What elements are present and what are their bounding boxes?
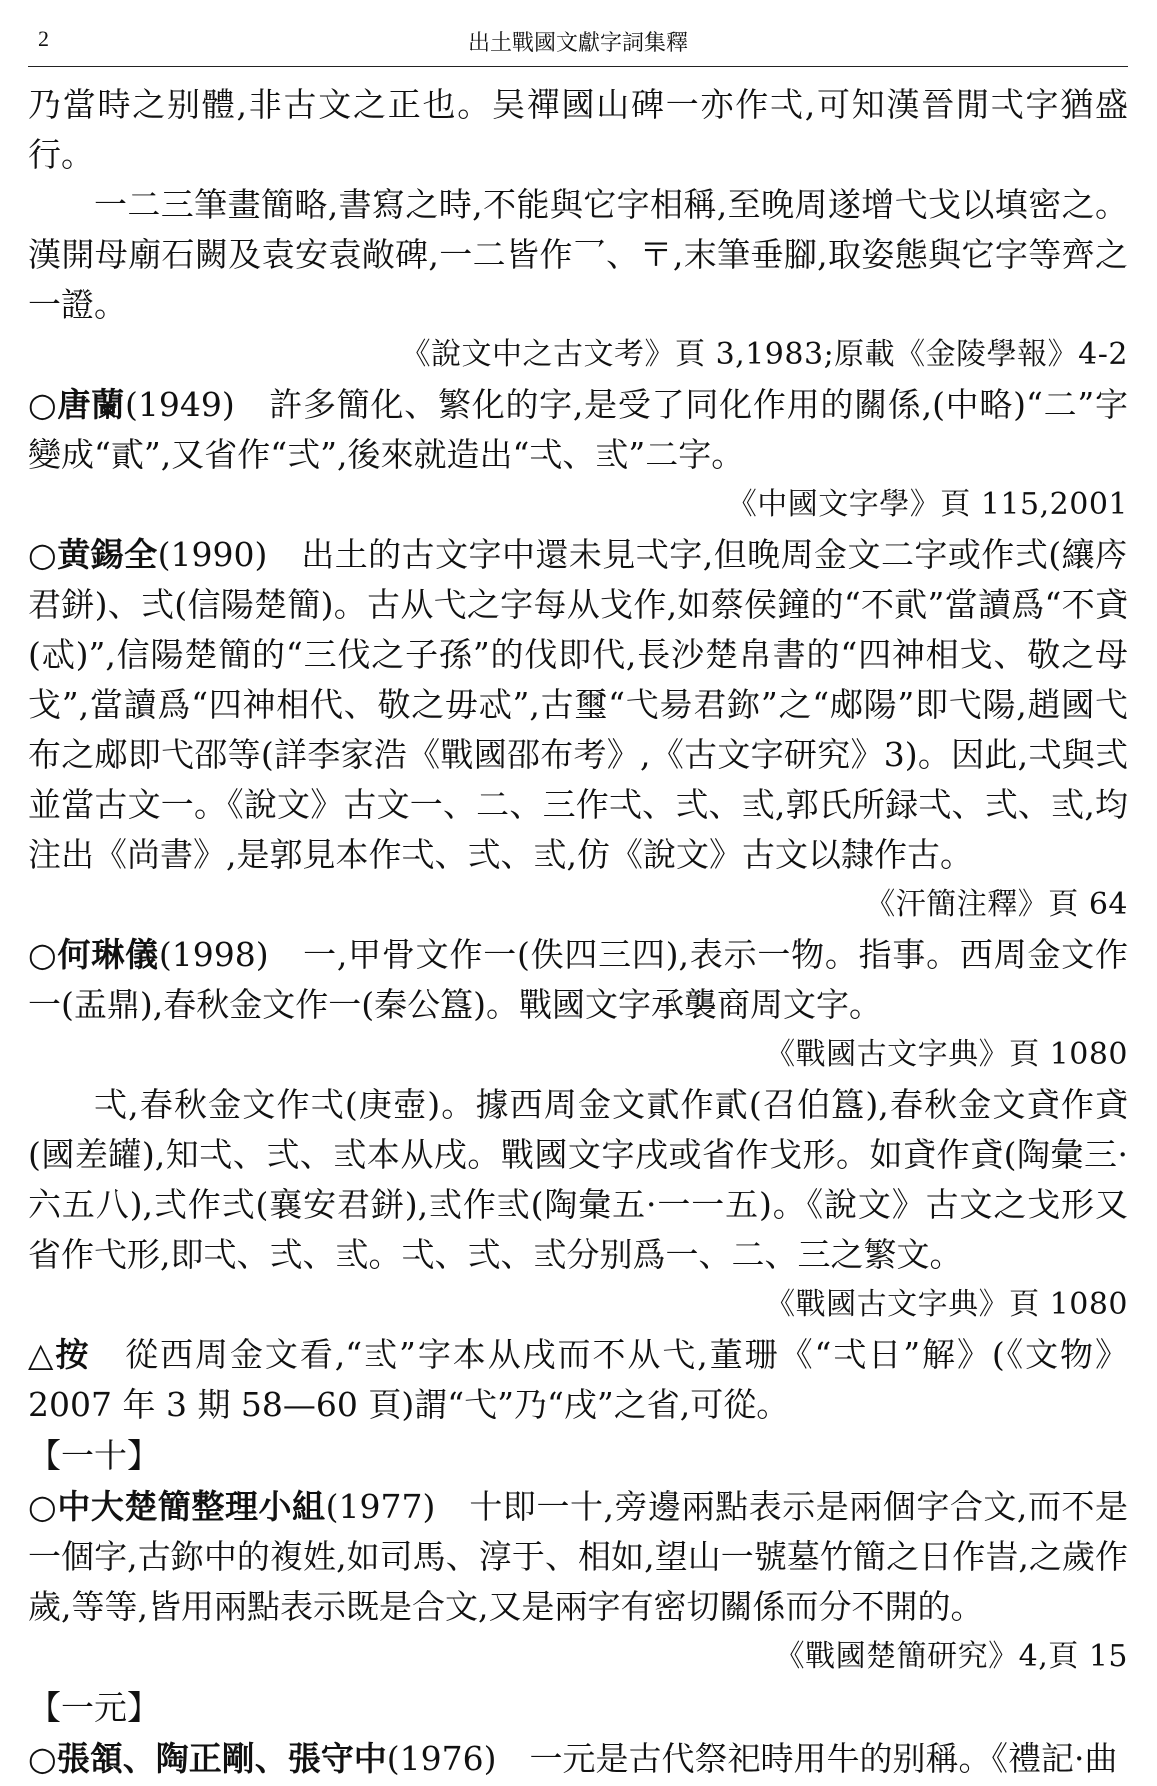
scholar-name: ○何琳儀: [28, 935, 159, 974]
paragraph: 一二三筆畫簡略,書寫之時,不能與它字相稱,至晚周遂增弋戈以填密之。漢開母廟石闕及袁安袁敞碑,一二皆作乛、〒,末筆垂腳,取姿態與它字等齊之一證。: [28, 185, 1128, 324]
entry-he-linyi: [28, 930, 1128, 1030]
note-marker: △按: [28, 1335, 91, 1374]
entry-text: (1976) 一元是古代祭祀時用牛的别稱。《禮記·曲: [386, 1739, 1118, 1778]
section-heading: 【一元】: [28, 1688, 160, 1727]
paragraph: 弌,春秋金文作弌(庚壺)。據西周金文貳作貳(召伯簋),春秋金文貣作貣(國差罐),知弌、弍、弎本从戌。戰國文字戌或省作戈形。如貣作貣(陶彙三·六五八),弍作弍(襄安君鉼),弎作弎(陶彙五·一一五)。《說文》古文之戈形又省作弋形,即弌、弍、弎。弌、弍、弎分别爲一、二、三之繁文。: [28, 1085, 1128, 1274]
scholar-name: ○唐蘭: [28, 385, 126, 424]
entry-text: (1998) 一,甲骨文作一(佚四三四),表示一物。指事。西周金文作一(盂鼎),春秋金文作一(秦公簋)。戰國文字承襲商周文字。: [28, 935, 1128, 1024]
scholar-name: ○中大楚簡整理小組: [28, 1487, 326, 1526]
page-number: 2: [38, 26, 49, 51]
entry-text: 從西周金文看,“弎”字本从戌而不从弋,董珊《“弌日”解》(《文物》2007 年 3 期 58—60 頁)謂“弋”乃“戌”之省,可從。: [28, 1335, 1128, 1424]
citation: 《戰國古文字典》頁 1080: [765, 1287, 1128, 1322]
page-header: [28, 26, 1128, 67]
scholar-name: ○黄錫全: [28, 535, 158, 574]
citation: 《中國文字學》頁 115,2001: [726, 487, 1128, 522]
entry-huang-xiquan: [28, 530, 1128, 880]
entry-tang-lan: [28, 380, 1128, 480]
citation: 《戰國古文字典》頁 1080: [765, 1037, 1128, 1072]
page-content: [28, 80, 1128, 1784]
citation: 《說文中之古文考》頁 3,1983;原載《金陵學報》4-2: [400, 337, 1128, 372]
running-title: 出土戰國文獻字詞集釋: [467, 31, 688, 56]
citation: 《戰國楚簡研究》4,頁 15: [774, 1639, 1128, 1674]
scholar-name: ○張頷、陶正剛、張守中: [28, 1739, 387, 1778]
entry-text: (1949) 許多簡化、繁化的字,是受了同化作用的關係,(中略)“二”字變成“貳”,又省作“弍”,後來就造出“弌、弎”二字。: [28, 385, 1129, 474]
entry-note: [28, 1330, 1128, 1430]
entry-text: (1977) 十即一十,旁邊兩點表示是兩個字合文,而不是一個字,古鉨中的複姓,如司馬、淳于、相如,望山一號墓竹簡之日作旹,之歲作歲,等等,皆用兩點表示既是合文,又是兩字有密切關係而分不開的。: [28, 1487, 1129, 1626]
entry-text: (1990) 出土的古文字中還未見弌字,但晚周金文二字或作弍(纕庈君鉼)、弍(信陽楚簡)。古从弋之字每从戈作,如蔡侯鐘的“不貮”當讀爲“不貣(忒)”,信陽楚簡的“三伐之子孫”的伐即代,長沙楚帛書的“四神相戈、敬之母戈”,當讀爲“四神相代、敬之毋忒”,古璽“弋昜君鉨”之“郕陽”即弋陽,趙國弋布之郕即弋邵等(詳李家浩《戰國邵布考》,《古文字研究》3)。因此,弌與弍並當古文一。《說文》古文一、二、三作弌、弍、弎,郭氏所録弌、弍、弎,均注出《尚書》,是郭見本作弌、弍、弎,仿《說文》古文以隸作古。: [28, 535, 1128, 874]
section-heading: 【一十】: [28, 1436, 160, 1475]
entry-zhang-han: [28, 1734, 1128, 1784]
entry-zhongda: [28, 1482, 1128, 1632]
citation: 《汗簡注釋》頁 64: [865, 887, 1128, 922]
paragraph: 乃當時之别體,非古文之正也。吴禪國山碑一亦作弌,可知漢晉閒弌字猶盛行。: [28, 85, 1128, 174]
